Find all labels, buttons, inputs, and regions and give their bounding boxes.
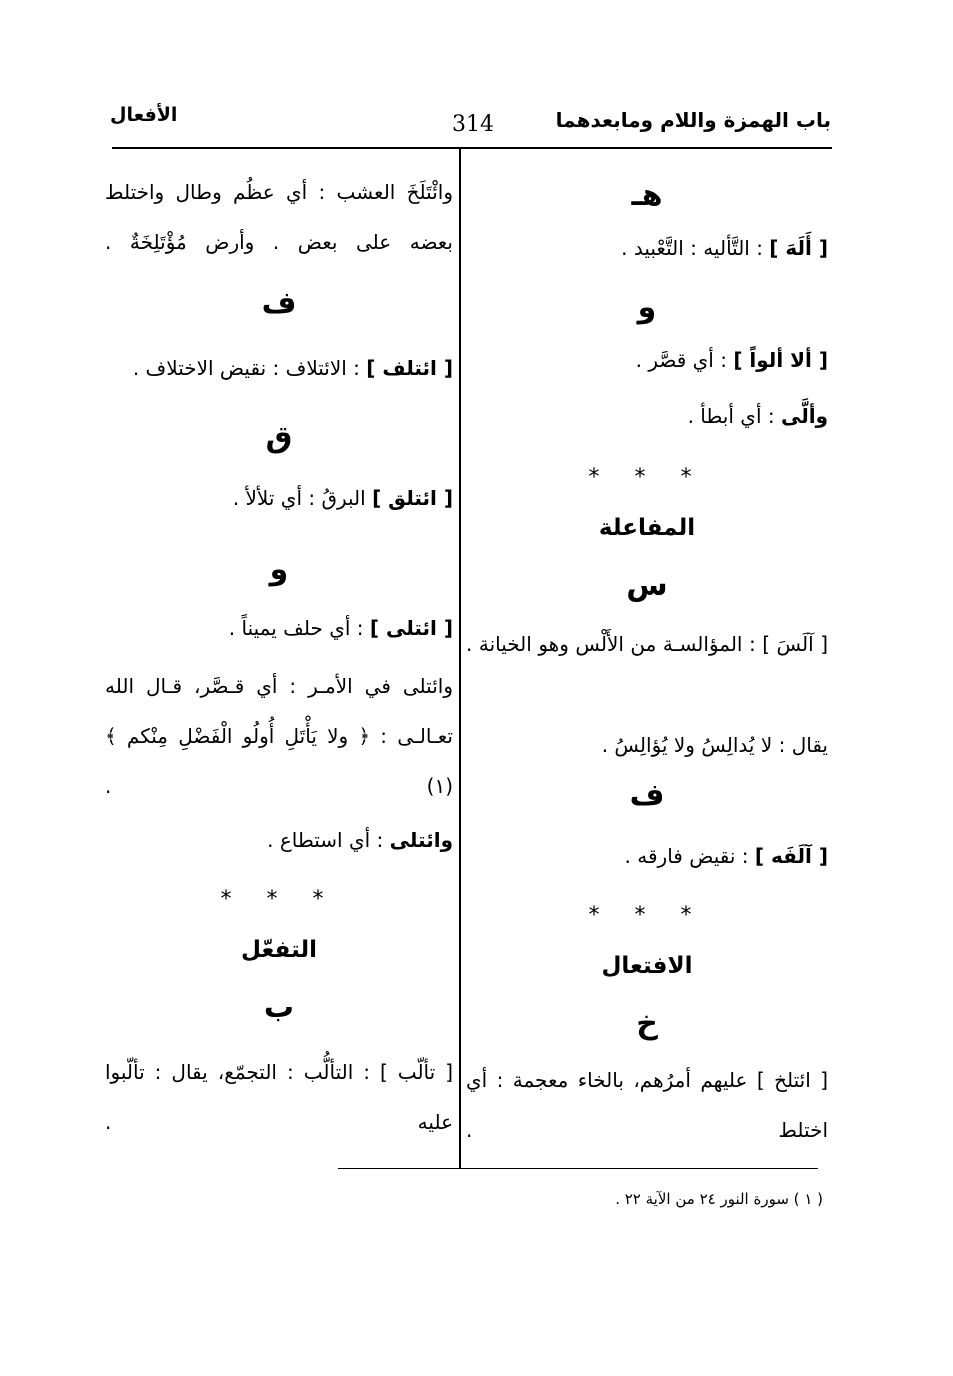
- entry-itallakha-ushb: وائْتَلَخَ العشب : أي عظُم وطال واختلط بعضه على بعض . وأرض مُؤْتَلِخَةٌ .: [105, 180, 453, 254]
- definition: : نقيض فارقه .: [624, 844, 749, 868]
- letter-heading-ha: هـ: [631, 178, 663, 213]
- section-separator: * * *: [588, 465, 706, 490]
- section-separator: * * *: [220, 887, 338, 912]
- footnote-rule: [338, 1168, 818, 1169]
- definition: : الائتلاف : نقيض الاختلاف .: [132, 356, 360, 380]
- entry-alla: [466, 403, 828, 429]
- column-divider: [459, 149, 461, 1169]
- entry-italafa: [105, 355, 453, 381]
- letter-heading-kha: خ: [636, 1006, 658, 1041]
- entry-aalasa-saying: يقال : لا يُدالِسُ ولا يُؤالِسُ .: [601, 733, 828, 757]
- entry-aalafa: [466, 843, 828, 869]
- lemma: [ ائتلق ]: [372, 486, 453, 510]
- entry-itala-amr: وائتلى في الأمـر : أي قـصَّر، قـال الله تعـالـى : ﴿ ولا يَأْتَلِ أُولُو الْفَضْلِ مِنْكم ﴾ (١) .: [105, 674, 453, 798]
- definition: البرقُ : أي تلألأ .: [232, 486, 366, 510]
- lemma: [ ائتلى ]: [369, 616, 453, 640]
- lemma: [ ألا ألواً ]: [733, 348, 828, 372]
- running-header-title: باب الهمزة واللام ومابعدهما: [555, 108, 831, 132]
- definition: : أي حلف يميناً .: [228, 616, 364, 640]
- running-header-section: الأفعال: [110, 104, 178, 126]
- letter-heading-waw: و: [269, 552, 289, 587]
- entry-aalasa: [ آلَسَ ] : المؤالسـة من الأَلْس وهو الخيانة .: [466, 632, 828, 656]
- lemma: [ ائتلف ]: [366, 356, 453, 380]
- letter-heading-qaf: ق: [265, 420, 293, 455]
- letter-heading-sin: س: [626, 568, 668, 603]
- section-separator: * * *: [588, 903, 706, 928]
- entry-itala-istataa: [105, 827, 453, 853]
- definition: : أي أبطأ .: [687, 404, 775, 428]
- left-column: [105, 149, 453, 1167]
- section-heading-mufaala: المفاعلة: [598, 515, 696, 541]
- lemma: وألَّى: [780, 404, 828, 428]
- footnote: ( ١ ) سورة النور ٢٤ من الآية ٢٢ .: [615, 1190, 823, 1208]
- entry-taallaba: [ تألّب ] : التألُّب : التجمّع، يقال : تألّبوا عليه .: [105, 1060, 453, 1134]
- entry-italaqa: [105, 485, 453, 511]
- entry-italakha: [ ائتلخ ] عليهم أمرُهم، بالخاء معجمة : أي اختلط .: [466, 1068, 828, 1142]
- entry-ala: [466, 347, 828, 373]
- lemma: وائتلى: [389, 828, 453, 852]
- definition: : التَّأليه : التَّعْبيد .: [621, 236, 763, 260]
- definition: : أي استطاع .: [267, 828, 384, 852]
- lemma: [ أَلَهَ ]: [769, 236, 828, 260]
- page-number: 314: [452, 112, 494, 137]
- entry-alaha: [466, 235, 828, 261]
- section-heading-tafaul: التفعّل: [241, 937, 317, 963]
- section-heading-iftial: الافتعال: [601, 953, 693, 979]
- letter-heading-ba: ب: [263, 990, 295, 1025]
- letter-heading-fa: ف: [261, 286, 297, 321]
- definition: : أي قصَّر .: [635, 348, 727, 372]
- letter-heading-fa: ف: [629, 778, 665, 813]
- entry-itala: [105, 615, 453, 641]
- right-column: [466, 149, 828, 1167]
- letter-heading-waw: و: [637, 290, 657, 325]
- lemma: [ آلَفَه ]: [754, 844, 828, 868]
